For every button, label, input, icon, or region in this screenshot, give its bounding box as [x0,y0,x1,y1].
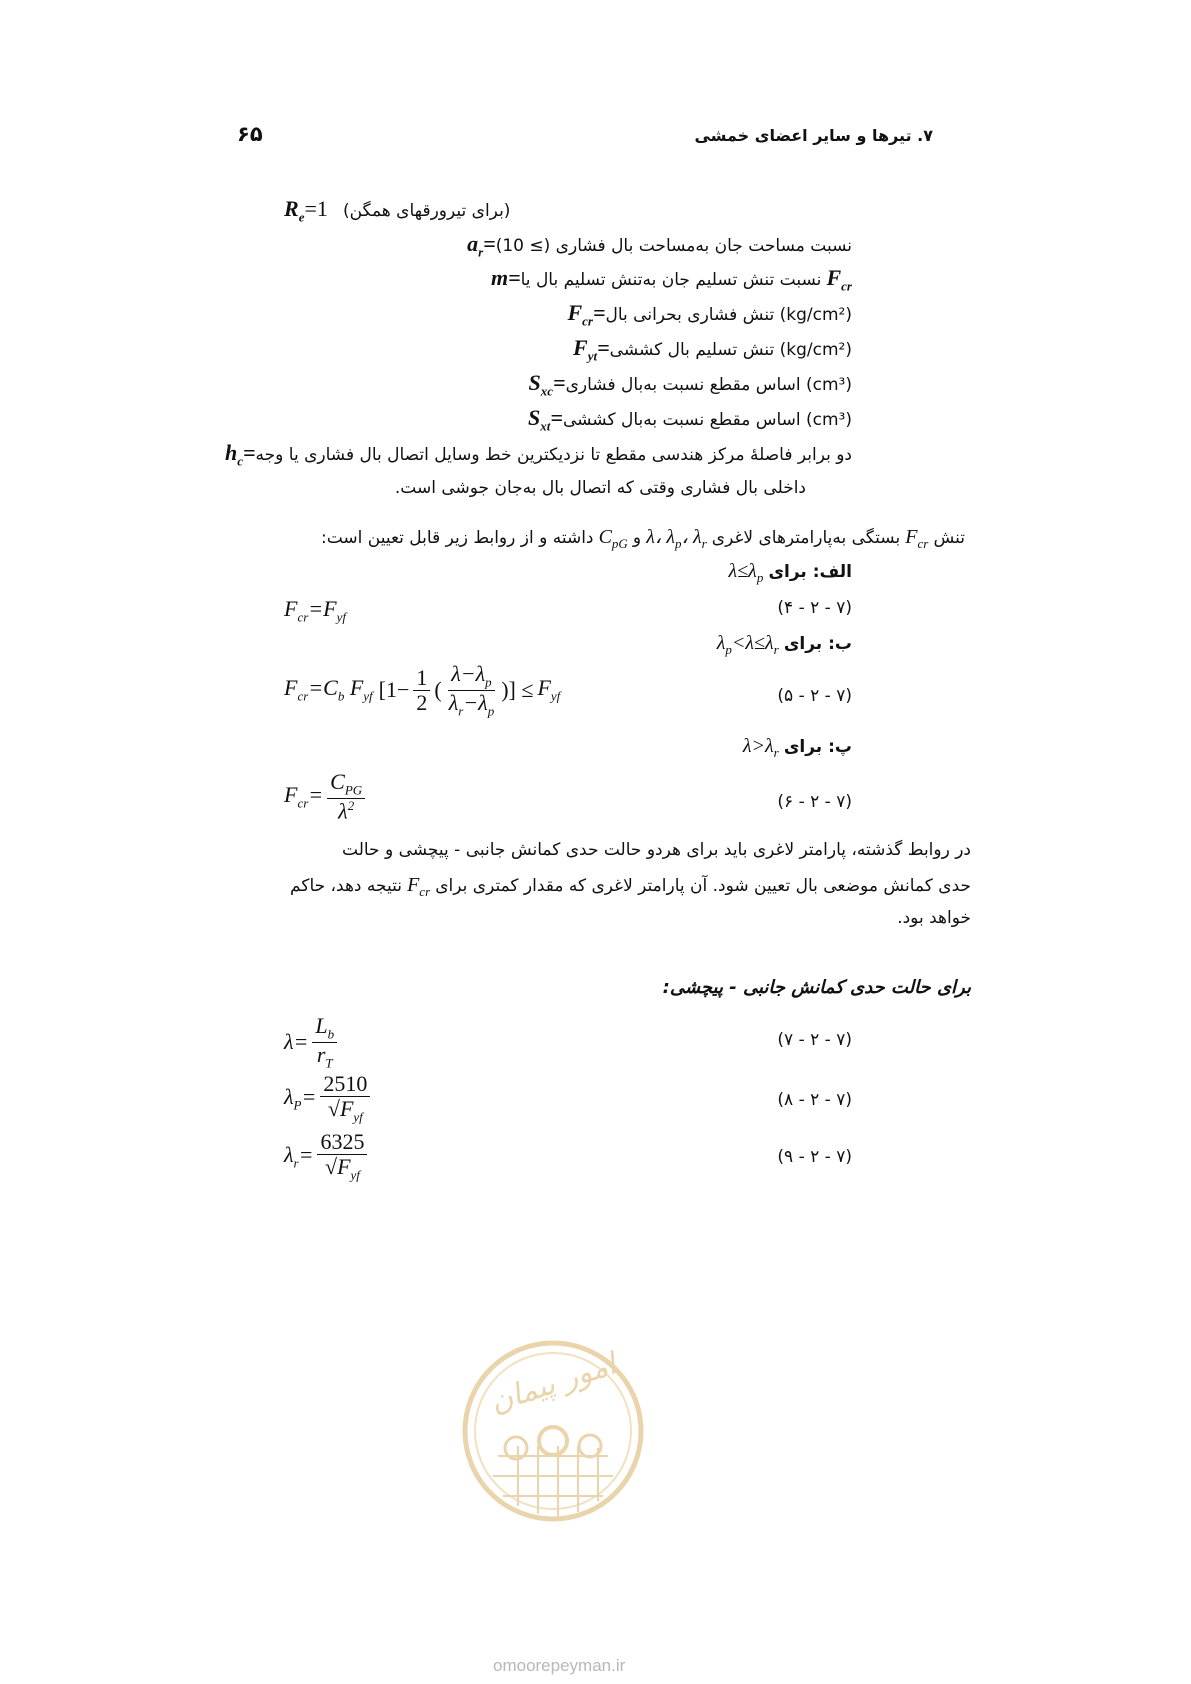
watermark-logo-text: امور پیمان [485,1346,621,1421]
def-m: m=نسبت تنش تسلیم جان به‌تنش تسلیم بال یا $F_{cr}$ [490,265,852,294]
eq4-formula: $F_{cr}=F_{yf}$ [284,596,346,625]
eq8-number: (۷ - ۲ - ۸) [777,1090,852,1110]
eq6-formula: $F_{cr}=$ $\frac{C_{PG}}{\lambda^2}$ [284,770,369,823]
eq9-formula: $\lambda_r=$ $\frac{6325}{√F_{yf}}$ [284,1130,371,1183]
eq7-number: (۷ - ۲ - ۷) [777,1030,852,1050]
def-hc-continued: داخلی بال فشاری وقتی که اتصال بال به‌جان جوشی است. [394,478,806,498]
eq6-number: (۷ - ۲ - ۶) [777,792,852,812]
eq5-formula: $F_{cr}=C_b$ $F_{yf}$ [1− $\frac{1}{2}$ ( $\frac{\lambda-\lambda_p}{\lambda_r-\lambda_p}$ )] ≤ $F_{yf}$ [284,661,561,719]
section-heading: برای حالت حدی کمانش جانبی - پیچشی: [662,977,971,998]
paragraph-line2: حدی کمانش موضعی بال تعیین شود. آن پارامتر لاغری که مقدار کمتری برای $F_{cr}$ نتیجه دهد، حاکم [290,874,971,899]
def-ar: $a_r=نسبت$ مساحت جان به‌مساحت بال فشاری (≥ 10) [467,231,852,260]
case-a-label: الف: برای $\lambda\le\lambda_p$ [728,560,852,585]
page-number: ۶۵ [237,122,263,146]
chapter-title: ۷. تیرها و سایر اعضای خمشی [694,126,933,145]
def-sxc: $S_{xc}=اساس$ مقطع نسبت به‌بال فشاری (cm³) [528,370,852,399]
watermark-logo [458,1336,648,1526]
def-fyt: $F_{yt}=تنش$ تسلیم بال کششی (kg/cm²) [573,335,852,364]
def-fcr: $F_{cr}=تنش$ فشاری بحرانی بال (kg/cm²) [567,300,852,329]
watermark-url: omoorepeyman.ir [493,1656,626,1675]
eq7-formula: λ= $\frac{L_b}{r_T}$ [284,1014,341,1070]
def-re: $R_e=1$ (برای تیرورقهای همگن) [284,196,511,225]
eq9-number: (۷ - ۲ - ۹) [777,1147,852,1167]
case-c-label: پ: برای $\lambda>\lambda_r$ [742,735,852,760]
eq5-number: (۷ - ۲ - ۵) [777,686,852,706]
eq8-formula: $\lambda_P=$ $\frac{2510}{√F_{yf}}$ [284,1072,374,1125]
paragraph-line1: در روابط گذشته، پارامتر لاغری باید برای هردو حالت حدی کمانش جانبی - پیچشی و حالت [342,840,971,860]
intro-sentence: تنش $F_{cr}$ بستگی به‌پارامترهای لاغری λ، $\lambda_p،$ $\lambda_r$ و $C_{pG}$ داشته و از روابط زیر قابل تعیین است: [320,526,965,551]
case-b-label: ب: برای $\lambda_p<\lambda\le\lambda_r$ [716,632,852,657]
eq4-number: (۷ - ۲ - ۴) [777,598,852,618]
def-sxt: $S_{xt}=اساس$ مقطع نسبت به‌بال کششی (cm³) [528,405,852,434]
def-hc: $h_c=دو$ برابر فاصلهٔ مرکز هندسی مقطع تا نزدیکترین خط وسایل اتصال بال فشاری یا وجه [224,440,852,469]
paragraph-line3: خواهد بود. [897,908,971,928]
